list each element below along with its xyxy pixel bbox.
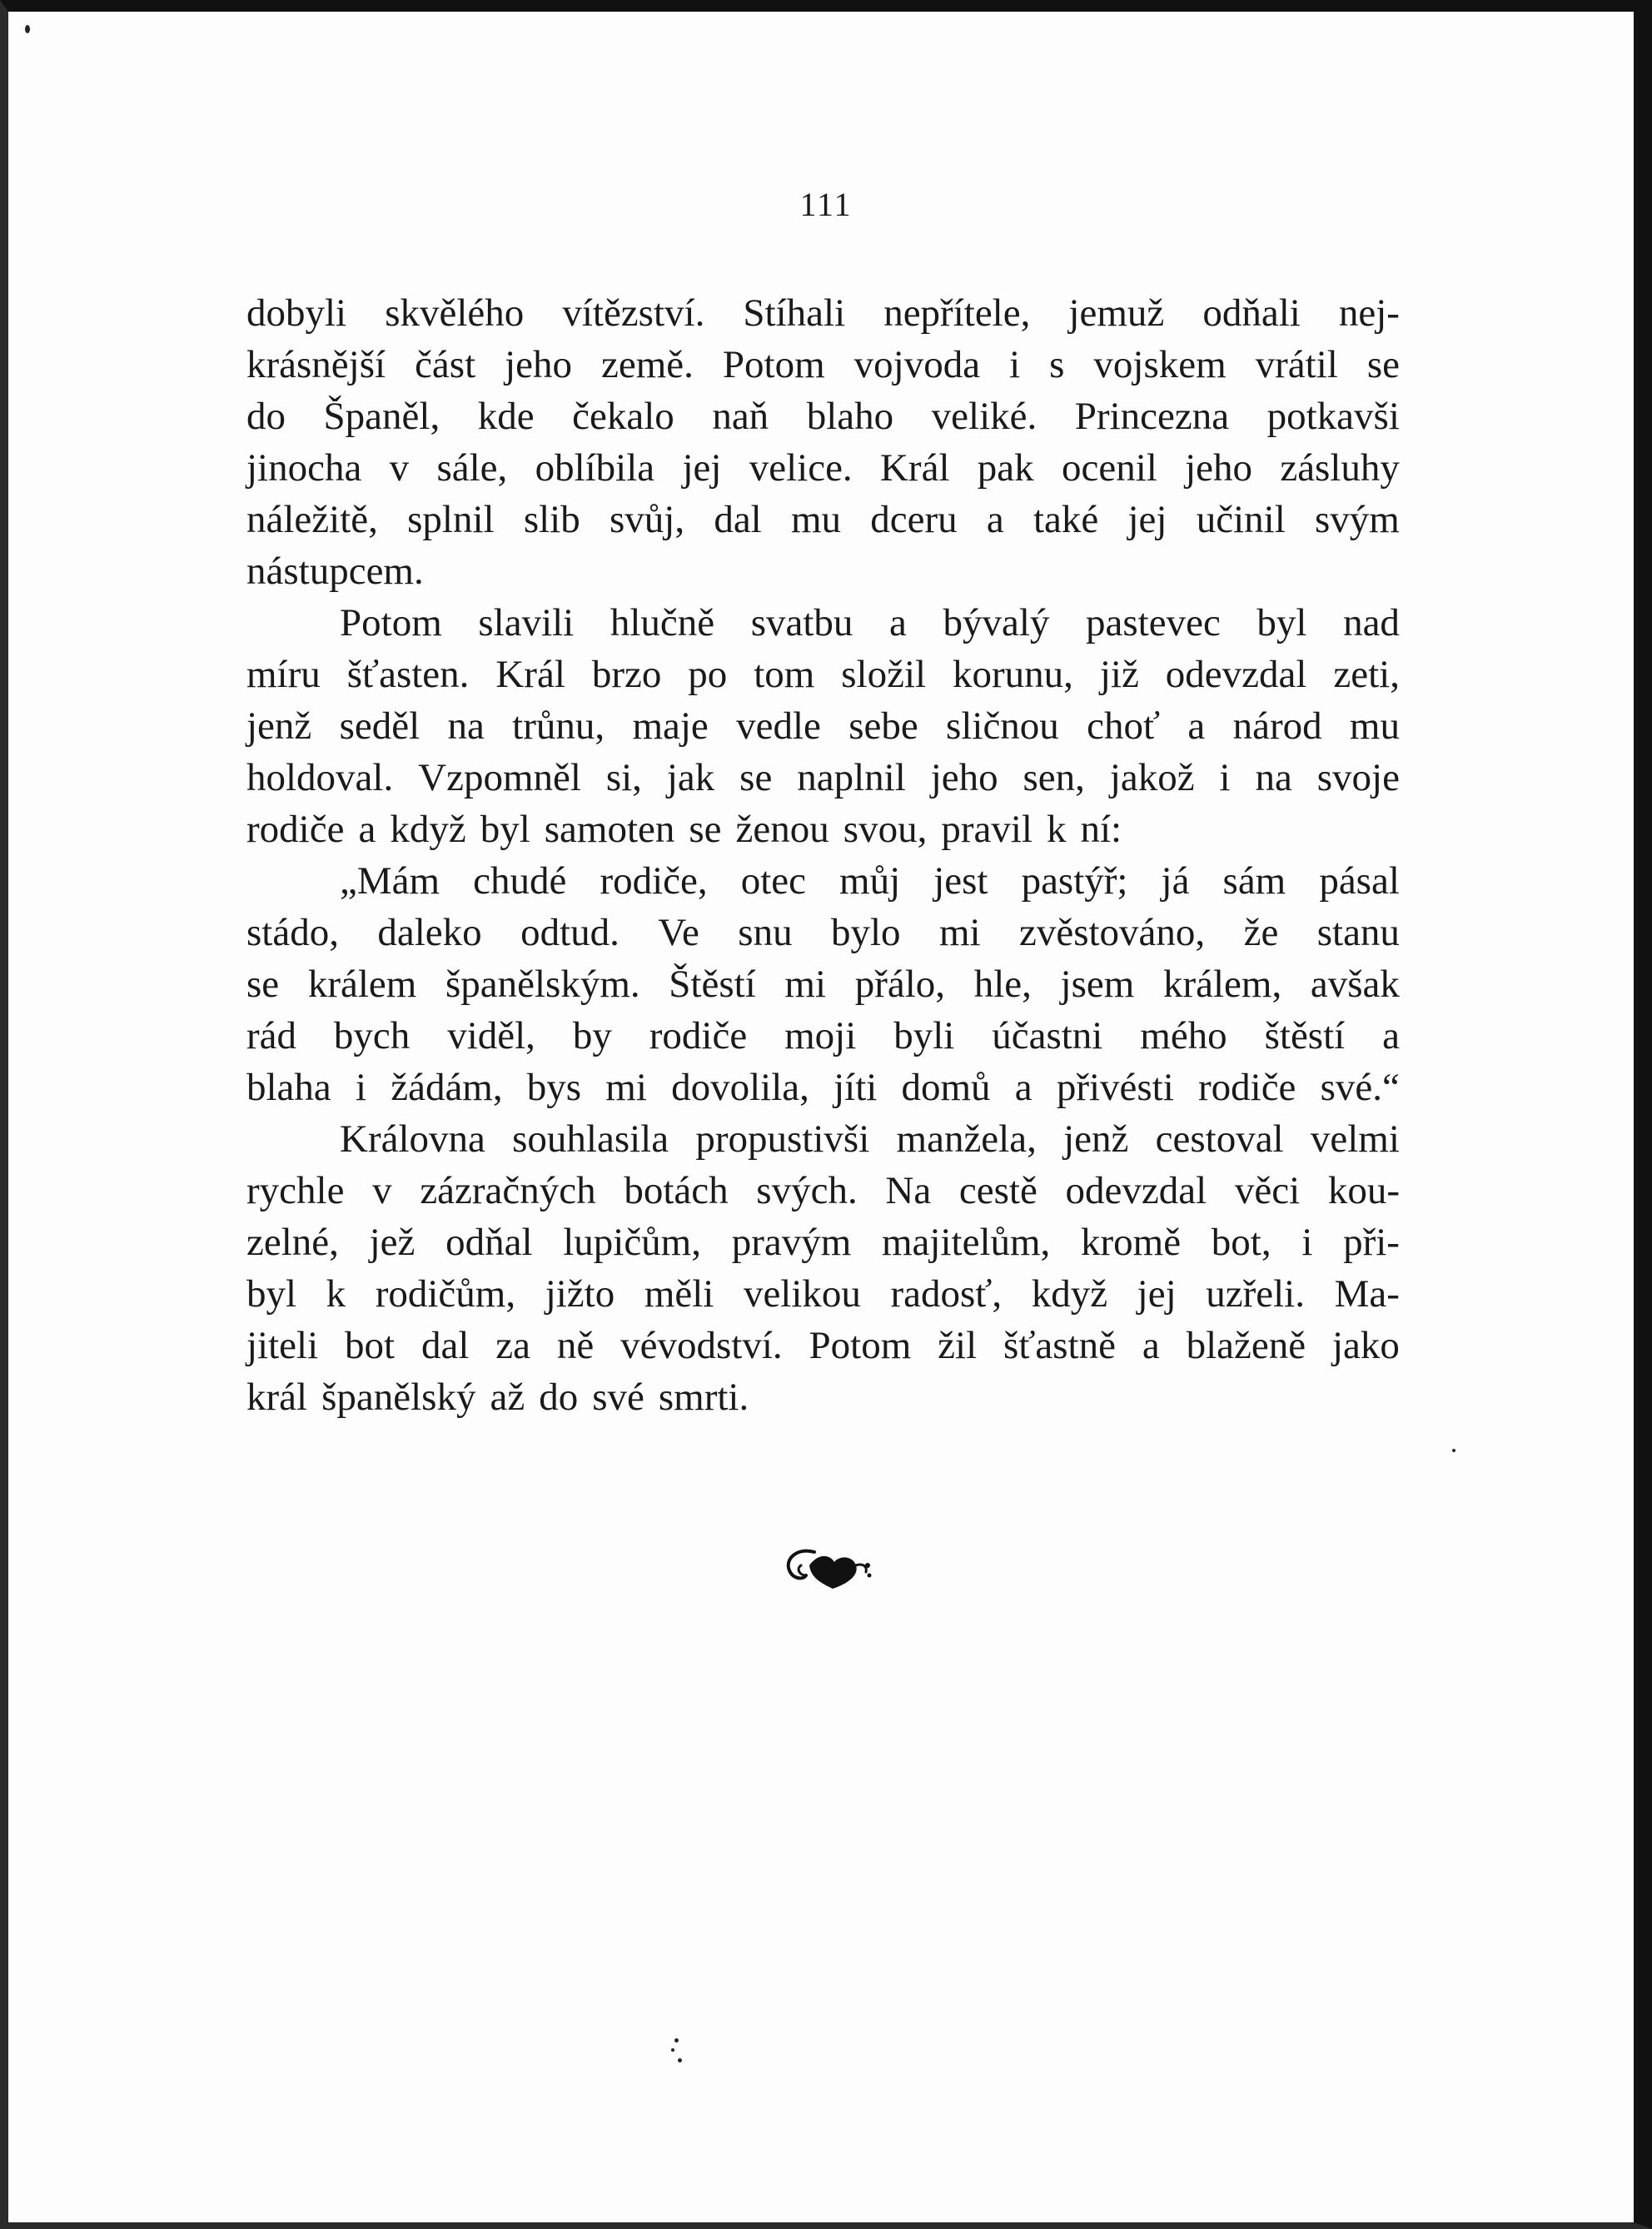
word: se bbox=[246, 963, 280, 1006]
word: a bbox=[889, 601, 907, 644]
word: žádám, bbox=[391, 1066, 503, 1109]
word: a bbox=[1187, 704, 1206, 748]
word: jež bbox=[369, 1221, 415, 1264]
word: dal bbox=[714, 498, 762, 541]
word: králem, bbox=[1162, 963, 1282, 1006]
word: Princezna bbox=[1074, 395, 1230, 438]
word: Stíhali bbox=[743, 291, 846, 335]
text-line bbox=[246, 649, 1400, 700]
word: a bbox=[1142, 1324, 1160, 1367]
word: mu bbox=[790, 498, 842, 541]
word: v bbox=[372, 1169, 392, 1212]
word: rád bbox=[246, 1014, 297, 1057]
word: bot, bbox=[1211, 1221, 1271, 1264]
text-line bbox=[246, 1165, 1400, 1216]
text-line bbox=[246, 545, 1400, 597]
word: bot bbox=[345, 1324, 396, 1367]
word: svou, bbox=[843, 808, 928, 851]
text-line bbox=[246, 700, 1400, 752]
word: jej bbox=[1127, 498, 1167, 541]
word: ženou bbox=[735, 808, 829, 851]
word: korunu, bbox=[953, 653, 1073, 696]
word: Ve bbox=[658, 911, 699, 954]
word: trůnu, bbox=[512, 704, 605, 748]
word: Vzpomněl bbox=[418, 756, 581, 799]
text-line bbox=[246, 804, 1400, 855]
word: mi bbox=[605, 1066, 647, 1109]
word: přálo, bbox=[854, 963, 946, 1006]
word: mi bbox=[938, 911, 981, 954]
word: bylo bbox=[830, 911, 901, 954]
word: na bbox=[447, 704, 485, 748]
word: se bbox=[1366, 343, 1400, 386]
word: nepřítele, bbox=[883, 291, 1031, 335]
word: šťasten. bbox=[346, 653, 470, 696]
word: k bbox=[326, 1272, 346, 1316]
word: již bbox=[1099, 653, 1139, 696]
word: by bbox=[572, 1014, 612, 1057]
word: splnil bbox=[407, 498, 495, 541]
word: odňali bbox=[1202, 291, 1301, 335]
page-number: 111 bbox=[799, 186, 853, 223]
word: daleko bbox=[377, 911, 482, 954]
word: botách bbox=[624, 1169, 729, 1212]
word: vojvoda bbox=[853, 343, 981, 386]
word: jeho bbox=[505, 343, 573, 386]
word: zásluhy bbox=[1280, 446, 1400, 490]
text-line bbox=[246, 339, 1400, 391]
word: vévodství. bbox=[620, 1324, 783, 1367]
word: vedle bbox=[736, 704, 821, 748]
word: své bbox=[592, 1376, 644, 1419]
text-line bbox=[246, 958, 1400, 1010]
word: pastýř; bbox=[1021, 859, 1128, 903]
word: rodiče bbox=[246, 808, 345, 851]
word: dovolila, bbox=[671, 1066, 809, 1109]
word: blaho bbox=[806, 395, 894, 438]
word: blaženě bbox=[1186, 1324, 1306, 1367]
word: vojskem bbox=[1093, 343, 1227, 386]
word: majitelům, bbox=[881, 1221, 1051, 1264]
word: naň bbox=[712, 395, 769, 438]
word: mu bbox=[1349, 704, 1400, 748]
word: krásnější bbox=[246, 343, 386, 386]
word: a bbox=[358, 808, 376, 851]
word: jíti bbox=[833, 1066, 878, 1109]
word: odevzdal bbox=[1065, 1169, 1207, 1212]
word: Král bbox=[495, 653, 565, 696]
word: Na bbox=[885, 1169, 932, 1212]
word: pravil bbox=[941, 808, 1032, 851]
word: si, bbox=[605, 756, 642, 799]
word: složil bbox=[841, 653, 927, 696]
scan-speck bbox=[671, 2048, 674, 2052]
text-line bbox=[246, 1268, 1400, 1320]
word: rodiče, bbox=[600, 859, 708, 903]
word: jej bbox=[682, 446, 722, 490]
word: že bbox=[1243, 911, 1279, 954]
word: také bbox=[1032, 498, 1099, 541]
word: svých. bbox=[756, 1169, 858, 1212]
word: čekalo bbox=[572, 395, 674, 438]
word: velikou bbox=[743, 1272, 861, 1316]
word: odevzdal bbox=[1165, 653, 1307, 696]
word: věci bbox=[1234, 1169, 1301, 1212]
word: až bbox=[490, 1376, 525, 1419]
word: smrti. bbox=[658, 1376, 749, 1419]
word: i bbox=[355, 1066, 367, 1109]
word: míru bbox=[246, 653, 321, 696]
word: oblíbila bbox=[535, 446, 655, 490]
word: sličnou bbox=[946, 704, 1059, 748]
word: za bbox=[495, 1324, 530, 1367]
word: byl bbox=[246, 1272, 297, 1316]
word: byli bbox=[893, 1014, 955, 1057]
word: snu bbox=[738, 911, 793, 954]
scan-speck bbox=[25, 25, 30, 33]
text-line bbox=[246, 494, 1400, 545]
word: Potom bbox=[340, 601, 442, 644]
word: slavili bbox=[478, 601, 575, 644]
word: stanu bbox=[1316, 911, 1400, 954]
word: viděl, bbox=[447, 1014, 535, 1057]
word: šťastně bbox=[1003, 1324, 1116, 1367]
word: učinil bbox=[1196, 498, 1286, 541]
word: sebe bbox=[848, 704, 918, 748]
word: při- bbox=[1343, 1221, 1400, 1264]
word: lupičům, bbox=[563, 1221, 701, 1264]
word: svoje bbox=[1316, 756, 1400, 799]
word: pásal bbox=[1319, 859, 1400, 903]
word: seděl bbox=[339, 704, 420, 748]
word: se bbox=[689, 808, 722, 851]
word: španělským. bbox=[445, 963, 640, 1006]
word: Potom bbox=[809, 1324, 912, 1367]
word: bývalý bbox=[943, 601, 1050, 644]
word: jsem bbox=[1060, 963, 1135, 1006]
word: „Mám bbox=[340, 859, 440, 903]
word: jiteli bbox=[246, 1324, 319, 1367]
scan-speck bbox=[1452, 1449, 1455, 1452]
word: rodiče bbox=[649, 1014, 748, 1057]
word: uzřeli. bbox=[1206, 1272, 1305, 1316]
word: náležitě, bbox=[246, 498, 378, 541]
text-line bbox=[246, 442, 1400, 494]
word: štěstí bbox=[1264, 1014, 1346, 1057]
word: a bbox=[986, 498, 1004, 541]
word: rychle bbox=[246, 1169, 345, 1212]
word: Král bbox=[879, 446, 950, 490]
text-line bbox=[246, 1371, 1400, 1423]
word: přivésti bbox=[1056, 1066, 1174, 1109]
word: jeho bbox=[930, 756, 998, 799]
text-line bbox=[246, 907, 1400, 958]
word: jenž bbox=[1063, 1117, 1129, 1161]
word: když bbox=[1031, 1272, 1108, 1316]
word: byl bbox=[1256, 601, 1307, 644]
word: Štěstí bbox=[669, 963, 756, 1006]
word: a bbox=[1014, 1066, 1032, 1109]
word: jeho bbox=[1185, 446, 1253, 490]
text-line bbox=[246, 1010, 1400, 1062]
word: sen, bbox=[1023, 756, 1085, 799]
word: zázračných bbox=[420, 1169, 596, 1212]
text-line bbox=[246, 752, 1400, 804]
word: hle, bbox=[973, 963, 1032, 1006]
word: kou- bbox=[1327, 1169, 1400, 1212]
word: zelné, bbox=[246, 1221, 339, 1264]
word: své.“ bbox=[1320, 1066, 1400, 1109]
word: když bbox=[390, 808, 466, 851]
word: v bbox=[389, 446, 410, 490]
word: jako bbox=[1332, 1324, 1400, 1367]
word: radosť, bbox=[890, 1272, 1003, 1316]
word: i bbox=[1301, 1221, 1313, 1264]
word: potkavši bbox=[1266, 395, 1400, 438]
word: bys bbox=[526, 1066, 582, 1109]
word: se bbox=[739, 756, 773, 799]
word: svůj, bbox=[609, 498, 685, 541]
word: skvělého bbox=[385, 291, 525, 335]
word: jak bbox=[666, 756, 715, 799]
scan-speck bbox=[674, 2038, 679, 2042]
word: slib bbox=[523, 498, 580, 541]
word: ocenil bbox=[1061, 446, 1157, 490]
word: souhlasila bbox=[512, 1117, 669, 1161]
word: moji bbox=[784, 1014, 857, 1057]
word: a bbox=[1382, 1014, 1400, 1057]
word: svatbu bbox=[750, 601, 853, 644]
word: choť bbox=[1087, 704, 1161, 748]
word: odtud. bbox=[520, 911, 620, 954]
word: hlučně bbox=[610, 601, 715, 644]
word: králem bbox=[307, 963, 417, 1006]
text-line bbox=[246, 597, 1400, 649]
word: jemuž bbox=[1068, 291, 1165, 335]
scan-speck bbox=[678, 2058, 682, 2062]
word: veliké. bbox=[931, 395, 1037, 438]
word: cestoval bbox=[1155, 1117, 1284, 1161]
text-line bbox=[246, 391, 1400, 442]
word: blaha bbox=[246, 1066, 331, 1109]
word: k bbox=[1046, 808, 1067, 851]
word: chudé bbox=[473, 859, 567, 903]
word: zvěstováno, bbox=[1018, 911, 1206, 954]
word: s bbox=[1049, 343, 1065, 386]
word: měli bbox=[644, 1272, 714, 1316]
word: jej bbox=[1137, 1272, 1177, 1316]
word: domů bbox=[901, 1066, 991, 1109]
word: účastni bbox=[992, 1014, 1103, 1057]
word: Potom bbox=[722, 343, 825, 386]
word: kde bbox=[477, 395, 535, 438]
word: do bbox=[246, 395, 286, 438]
word: holdoval. bbox=[246, 756, 394, 799]
word: Královna bbox=[340, 1117, 485, 1161]
word: do bbox=[539, 1376, 579, 1419]
word: po bbox=[688, 653, 728, 696]
text-line bbox=[246, 855, 1400, 907]
word: jenž bbox=[246, 704, 312, 748]
word: ní: bbox=[1080, 808, 1122, 851]
word: nástupcem. bbox=[246, 550, 424, 593]
word: velice. bbox=[749, 446, 853, 490]
word: král bbox=[246, 1376, 308, 1419]
word: i bbox=[1219, 756, 1231, 799]
word: byl bbox=[480, 808, 530, 851]
word: samoten bbox=[544, 808, 675, 851]
fleuron-leaf-icon bbox=[781, 1537, 881, 1595]
word: tom bbox=[754, 653, 815, 696]
word: mi bbox=[784, 963, 827, 1006]
word: vítězství. bbox=[562, 291, 705, 335]
word: jakož bbox=[1109, 756, 1195, 799]
word: na bbox=[1255, 756, 1292, 799]
word: španělský bbox=[321, 1376, 476, 1419]
word: jest bbox=[933, 859, 988, 903]
word: pastevec bbox=[1086, 601, 1221, 644]
word: velmi bbox=[1310, 1117, 1400, 1161]
word: sále, bbox=[436, 446, 508, 490]
word: dal bbox=[420, 1324, 470, 1367]
body-text bbox=[246, 287, 1400, 1423]
word: manžela, bbox=[896, 1117, 1037, 1161]
word: mého bbox=[1140, 1014, 1227, 1057]
word: rodiče bbox=[1197, 1066, 1296, 1109]
word: kromě bbox=[1081, 1221, 1182, 1264]
word: otec bbox=[740, 859, 806, 903]
word: nad bbox=[1343, 601, 1400, 644]
word: národ bbox=[1232, 704, 1322, 748]
word: sám bbox=[1222, 859, 1286, 903]
word: země. bbox=[601, 343, 694, 386]
word: dobyli bbox=[246, 291, 347, 335]
word: Ma- bbox=[1334, 1272, 1400, 1316]
word: pak bbox=[977, 446, 1034, 490]
word: naplnil bbox=[797, 756, 906, 799]
word: bych bbox=[333, 1014, 411, 1057]
word: žil bbox=[938, 1324, 978, 1367]
word: maje bbox=[632, 704, 709, 748]
text-line bbox=[246, 1113, 1400, 1165]
word: dceru bbox=[870, 498, 958, 541]
word: svým bbox=[1315, 498, 1400, 541]
word: stádo, bbox=[246, 911, 339, 954]
word: nej- bbox=[1338, 291, 1400, 335]
text-line bbox=[246, 1062, 1400, 1113]
word: propustivši bbox=[695, 1117, 870, 1161]
word: část bbox=[415, 343, 476, 386]
word: můj bbox=[839, 859, 901, 903]
text-line bbox=[246, 1216, 1400, 1268]
text-line bbox=[246, 287, 1400, 339]
word: rodičům, bbox=[375, 1272, 516, 1316]
word: já bbox=[1161, 859, 1190, 903]
word: cestě bbox=[958, 1169, 1037, 1212]
word: Španěl, bbox=[323, 395, 440, 438]
word: jižto bbox=[545, 1272, 615, 1316]
word: avšak bbox=[1310, 963, 1400, 1006]
word: jinocha bbox=[246, 446, 362, 490]
word: pravým bbox=[731, 1221, 852, 1264]
word: odňal bbox=[445, 1221, 533, 1264]
text-line bbox=[246, 1320, 1400, 1371]
word: i bbox=[1009, 343, 1021, 386]
word: zeti, bbox=[1333, 653, 1400, 696]
word: brzo bbox=[591, 653, 662, 696]
word: ně bbox=[556, 1324, 595, 1367]
word: vrátil bbox=[1255, 343, 1338, 386]
